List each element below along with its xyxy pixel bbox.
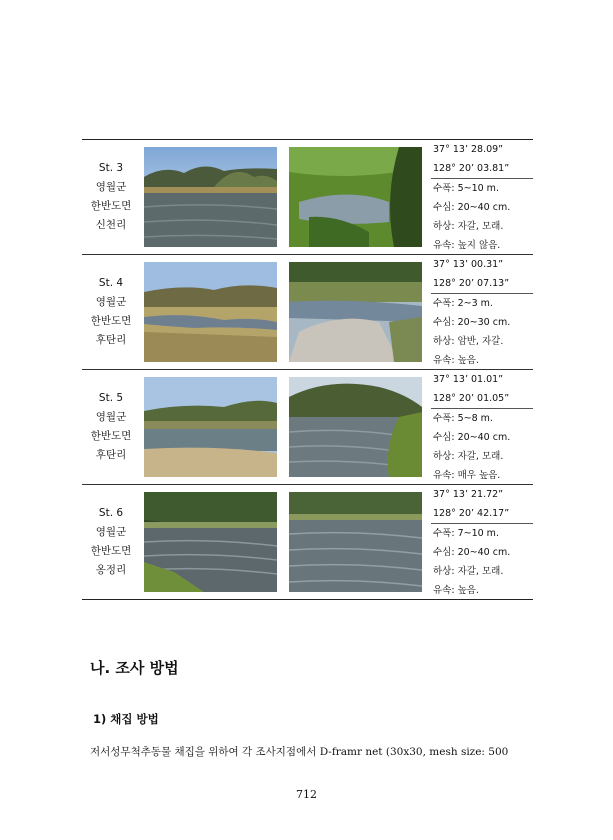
body-paragraph: 저서성무척추동물 채집을 위하여 각 조사지점에서 D-framr net (30x30, mesh size: 500 [90,746,509,758]
stream-width: 수폭: 7~10 m. [433,528,499,539]
latitude: 37° 13’ 00.31” [433,259,504,270]
site-photo-detail [289,492,422,592]
station-village: 신천리 [95,219,127,231]
station-county: 영월군 [95,526,127,538]
longitude: 128° 20’ 42.17” [433,508,510,519]
site-photo-detail [289,147,422,247]
flow-speed: 유속: 높음. [433,355,479,366]
latitude: 37° 13’ 01.01” [433,374,504,385]
river-bed: 하상: 자갈, 모래. [433,451,504,462]
station-table [82,139,533,600]
site-photo-detail [289,377,422,477]
river-bed: 하상: 자갈, 모래. [433,221,504,232]
coordinate-box [431,255,533,294]
site-cell [82,370,140,484]
river-bed: 하상: 자갈, 모래. [433,566,504,577]
stream-width: 수폭: 5~8 m. [433,413,493,424]
site-photo-wide [144,377,277,477]
page-number: 712 [296,788,317,801]
site-info [431,485,533,599]
longitude: 128° 20’ 01.05” [433,393,510,404]
station-town: 한반도면 [90,200,132,212]
table-row [82,140,533,255]
station-id: St. 6 [98,507,124,519]
river-bed: 하상: 암반, 자갈. [433,336,504,347]
site-photo-wide [144,147,277,247]
station-village: 후탄리 [95,334,127,346]
stream-width: 수폭: 5~10 m. [433,183,499,194]
water-depth: 수심: 20~40 cm. [433,202,511,213]
coordinate-box [431,485,533,524]
longitude: 128° 20’ 07.13” [433,278,510,289]
section-heading: 나. 조사 방법 [90,659,179,677]
site-info [431,255,533,369]
station-county: 영월군 [95,181,127,193]
table-row [82,255,533,370]
station-county: 영월군 [95,296,127,308]
flow-speed: 유속: 매우 높음. [433,470,501,481]
latitude: 37° 13’ 21.72” [433,489,504,500]
coordinate-box [431,370,533,409]
water-depth: 수심: 20~40 cm. [433,547,511,558]
water-depth: 수심: 20~30 cm. [433,317,511,328]
site-photo-wide [144,492,277,592]
site-photo-wide [144,262,277,362]
site-cell [82,140,140,254]
station-id: St. 4 [98,277,124,289]
table-row [82,370,533,485]
stream-width: 수폭: 2~3 m. [433,298,493,309]
flow-speed: 유속: 높음. [433,585,479,596]
flow-speed: 유속: 높지 않음. [433,240,501,251]
site-cell [82,485,140,599]
station-town: 한반도면 [90,545,132,557]
coordinate-box [431,140,533,179]
subsection-heading: 1) 채집 방법 [93,712,159,726]
station-village: 옹정리 [95,564,127,576]
site-photo-detail [289,262,422,362]
site-info [431,370,533,484]
station-id: St. 3 [98,162,124,174]
latitude: 37° 13’ 28.09” [433,144,504,155]
table-row [82,485,533,599]
longitude: 128° 20’ 03.81” [433,163,510,174]
station-town: 한반도면 [90,315,132,327]
station-town: 한반도면 [90,430,132,442]
site-info [431,140,533,254]
station-id: St. 5 [98,392,124,404]
station-village: 후탄리 [95,449,127,461]
water-depth: 수심: 20~40 cm. [433,432,511,443]
site-cell [82,255,140,369]
station-county: 영월군 [95,411,127,423]
